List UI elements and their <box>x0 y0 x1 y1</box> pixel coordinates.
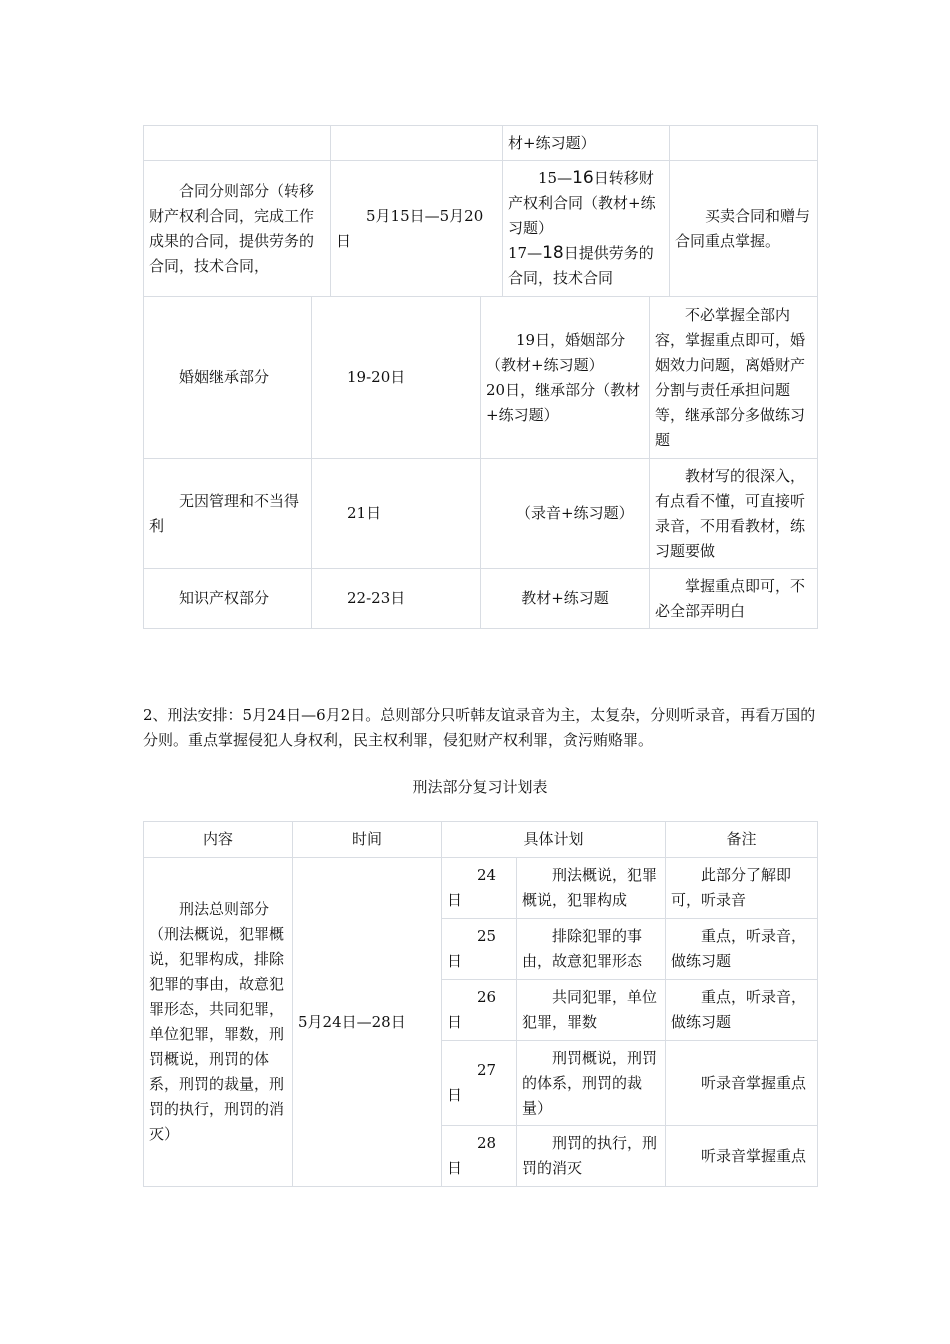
header-content: 内容 <box>144 822 293 858</box>
table-cell: 买卖合同和赠与合同重点掌握。 <box>670 161 818 297</box>
note-cell: 重点，听录音，做练习题 <box>666 980 818 1041</box>
table-cell <box>481 297 650 459</box>
table-cell <box>503 161 670 297</box>
table-title: 刑法部分复习计划表 <box>412 778 548 796</box>
table-cell: 22-23日 <box>312 569 481 629</box>
note-cell: 听录音掌握重点 <box>666 1126 818 1187</box>
note-cell: 此部分了解即可，听录音 <box>666 858 818 919</box>
day-cell: 26日 <box>442 980 517 1041</box>
table-cell: 教材写的很深入，有点看不懂，可直接听录音，不用看教材，练习题要做 <box>650 459 818 569</box>
table-row <box>144 858 818 919</box>
table-cell: 合同分则部分（转移财产权利合同，完成工作成果的合同，提供劳务的合同，技术合同， <box>144 161 331 297</box>
table-row <box>144 161 818 297</box>
table-cell: 19-20日 <box>312 297 481 459</box>
day-cell: 25日 <box>442 919 517 980</box>
contract-table <box>143 125 818 297</box>
table-row <box>144 569 818 629</box>
note-cell: 听录音掌握重点 <box>666 1041 818 1126</box>
table-row <box>144 297 818 459</box>
table-cell: 掌握重点即可，不必全部弄明白 <box>650 569 818 629</box>
table-cell: 婚姻继承部分 <box>144 297 312 459</box>
table-cell <box>144 126 331 161</box>
plan-cell: 刑法概说，犯罪概说，犯罪构成 <box>517 858 666 919</box>
plan-cell: 共同犯罪，单位犯罪，罪数 <box>517 980 666 1041</box>
note-cell: 重点，听录音，做练习题 <box>666 919 818 980</box>
table-cell: 无因管理和不当得利 <box>144 459 312 569</box>
plan-line: 17—18日提供劳务的合同，技术合同 <box>508 243 654 287</box>
table-cell: 21日 <box>312 459 481 569</box>
table-cell: （录音+练习题） <box>481 459 650 569</box>
plan-cell: 刑罚概说，刑罚的体系，刑罚的裁量） <box>517 1041 666 1126</box>
header-plan: 具体计划 <box>442 822 666 858</box>
table-cell: 不必掌握全部内容，掌握重点即可，婚姻效力问题，离婚财产分割与责任承担问题等，继承部分多做练习题 <box>650 297 818 459</box>
table-row <box>144 459 818 569</box>
criminal-law-table <box>143 821 818 1187</box>
header-note: 备注 <box>666 822 818 858</box>
table-cell: 教材+练习题 <box>481 569 650 629</box>
time-cell: 5月24日—28日 <box>293 858 442 1187</box>
plan-cell: 排除犯罪的事由，故意犯罪形态 <box>517 919 666 980</box>
day-cell: 27日 <box>442 1041 517 1126</box>
content-cell: 刑法总则部分（刑法概说，犯罪概说，犯罪构成，排除犯罪的事由，故意犯罪形态，共同犯罪，单位犯罪，罪数，刑罚概说，刑罚的体系，刑罚的裁量，刑罚的执行，刑罚的消灭） <box>144 858 293 1187</box>
plan-line: 20日，继承部分（教材+练习题） <box>486 380 641 424</box>
plan-line: 19日，婚姻部分（教材+练习题） <box>486 330 626 374</box>
table-cell: 知识产权部分 <box>144 569 312 629</box>
plan-line: 15—16日转移财产权利合同（教材+练习题） <box>508 168 656 237</box>
header-time: 时间 <box>293 822 442 858</box>
table-header-row <box>144 822 818 858</box>
civil-law-table <box>143 296 818 629</box>
table-row <box>144 126 818 161</box>
table-cell: 材+练习题） <box>503 126 670 161</box>
day-cell: 24日 <box>442 858 517 919</box>
table-cell: 5月15日—5月20日 <box>331 161 503 297</box>
criminal-law-paragraph: 2、刑法安排：5月24日—6月2日。总则部分只听韩友谊录音为主，太复杂，分则听录音，再看万国的分则。重点掌握侵犯人身权利，民主权利罪，侵犯财产权利罪，贪污贿赂罪。 <box>143 706 816 749</box>
day-cell: 28日 <box>442 1126 517 1187</box>
table-cell <box>670 126 818 161</box>
table-cell <box>331 126 503 161</box>
plan-cell: 刑罚的执行，刑罚的消灭 <box>517 1126 666 1187</box>
